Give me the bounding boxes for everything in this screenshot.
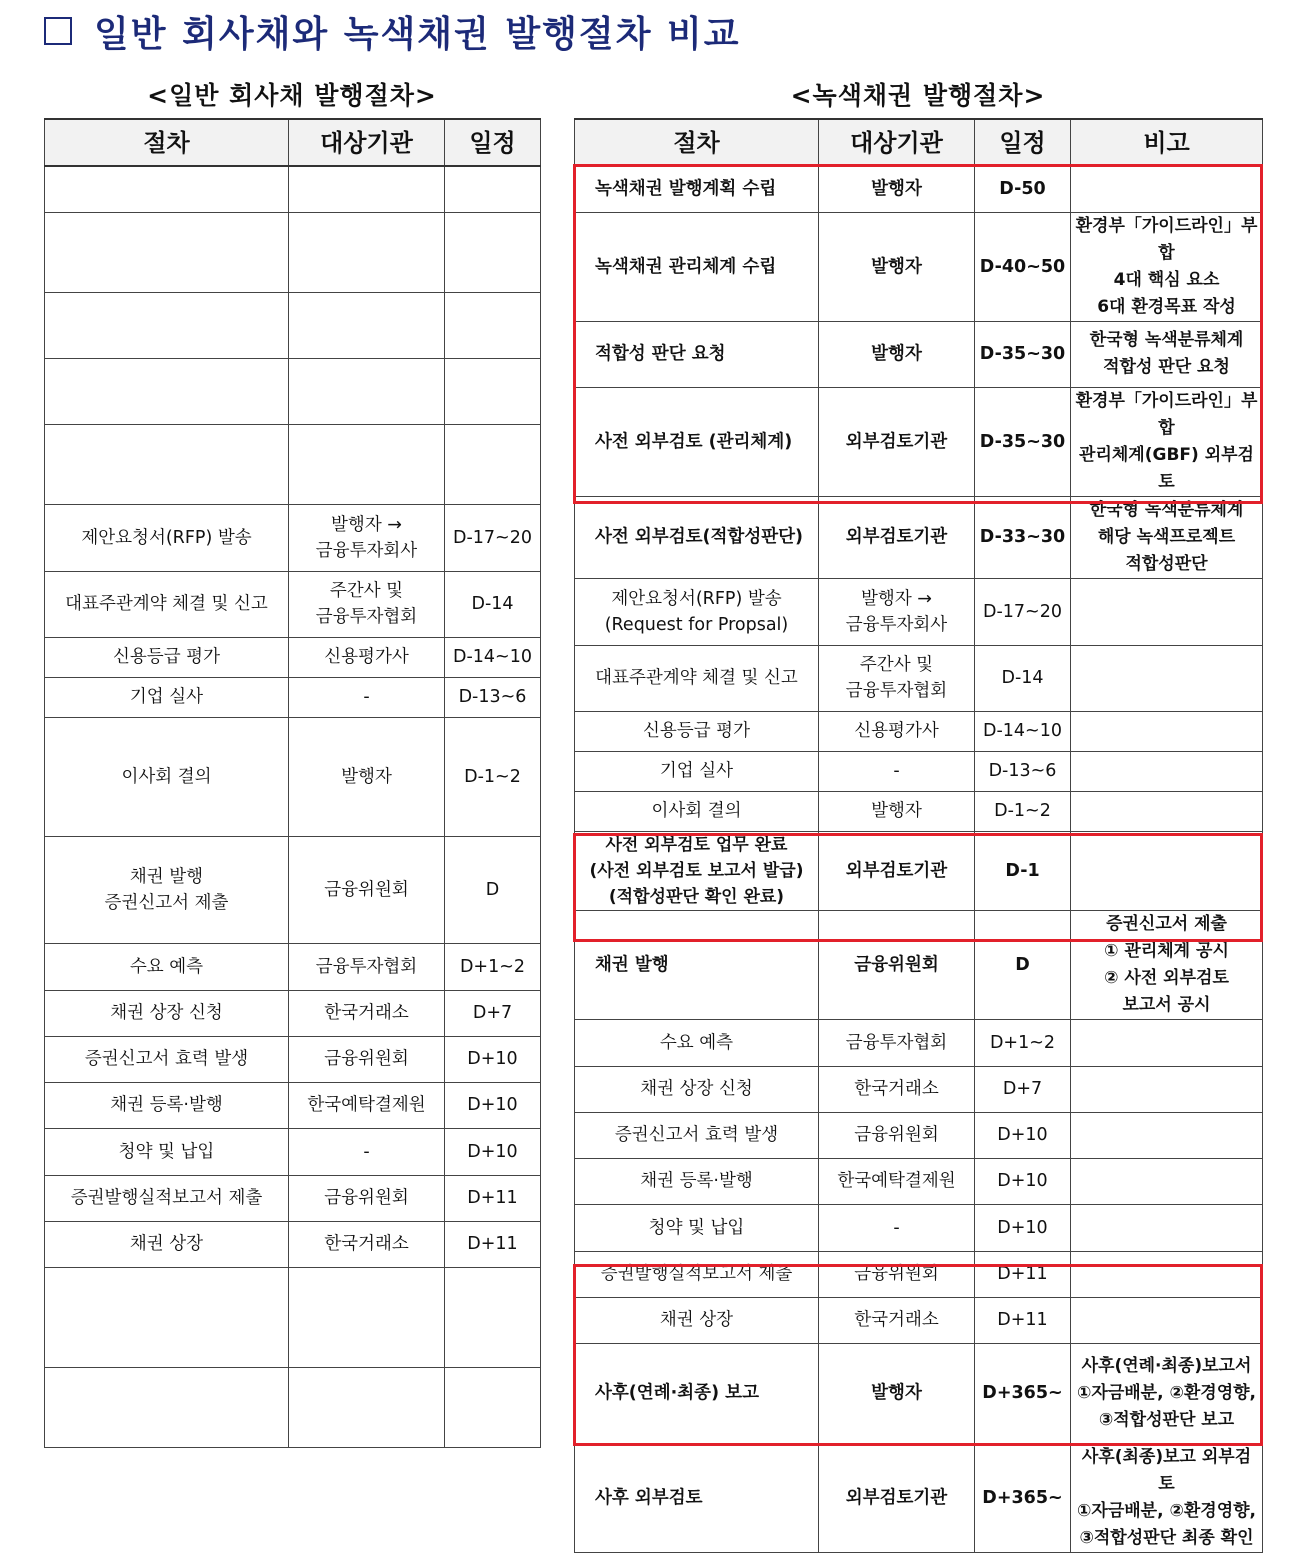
step-cell: 수요 예측: [575, 1019, 819, 1066]
table-row: [575, 1158, 1263, 1204]
table-row: [45, 943, 541, 990]
table-row: [575, 910, 1263, 1019]
org-cell: 금융위원회: [289, 836, 445, 943]
page-title: 일반 회사채와 녹색채권 발행절차 비교: [94, 13, 741, 55]
org-cell: 발행자 → 금융투자회사: [819, 578, 975, 645]
step-cell: 신용등급 평가: [575, 711, 819, 751]
step-cell: 대표주관계약 체결 및 신고: [575, 645, 819, 711]
note-cell: [1071, 791, 1263, 831]
table-row: [45, 424, 541, 504]
org-cell: 한국예탁결제원: [289, 1082, 445, 1128]
note-cell: [1071, 751, 1263, 791]
step-cell: 채권 상장: [45, 1221, 289, 1267]
step-cell: 수요 예측: [45, 943, 289, 990]
org-cell: 외부검토기관: [819, 1443, 975, 1552]
step-cell: 제안요청서(RFP) 발송 (Request for Propsal): [575, 578, 819, 645]
schedule-cell: D+11: [445, 1175, 541, 1221]
schedule-cell: D: [975, 910, 1071, 1019]
schedule-cell: D-14~10: [975, 711, 1071, 751]
note-cell: 사후(연례·최종)보고서 ①자금배분, ②환경영향, ③적합성판단 보고: [1071, 1343, 1263, 1443]
schedule-cell: D+7: [975, 1066, 1071, 1112]
note-cell: [1071, 1297, 1263, 1343]
step-cell: [45, 1267, 289, 1367]
org-cell: 발행자: [819, 1343, 975, 1443]
org-cell: [289, 212, 445, 292]
step-cell: 사전 외부검토 업무 완료 (사전 외부검토 보고서 발급) (적합성판단 확인 완료): [575, 831, 819, 910]
schedule-cell: D+10: [445, 1036, 541, 1082]
org-cell: 외부검토기관: [819, 831, 975, 910]
note-cell: [1071, 1066, 1263, 1112]
schedule-cell: D+11: [445, 1221, 541, 1267]
step-cell: 증권신고서 효력 발생: [45, 1036, 289, 1082]
org-cell: -: [819, 1204, 975, 1251]
step-cell: 기업 실사: [575, 751, 819, 791]
schedule-cell: D+10: [975, 1204, 1071, 1251]
schedule-cell: D-14: [445, 571, 541, 637]
schedule-cell: [445, 1267, 541, 1367]
table-row: [575, 1066, 1263, 1112]
table-row: [45, 166, 541, 212]
note-cell: 환경부「가이드라인」부합 관리체계(GBF) 외부검토: [1071, 387, 1263, 496]
schedule-cell: D+365~: [975, 1343, 1071, 1443]
step-cell: 사전 외부검토(적합성판단): [575, 496, 819, 578]
org-cell: 외부검토기관: [819, 496, 975, 578]
header-schedule: 일정: [975, 119, 1071, 166]
org-cell: 금융위원회: [819, 1112, 975, 1158]
org-cell: 발행자: [289, 717, 445, 836]
step-cell: [45, 1367, 289, 1447]
schedule-cell: D-1~2: [445, 717, 541, 836]
step-cell: 증권발행실적보고서 제출: [45, 1175, 289, 1221]
step-cell: 채권 등록·발행: [575, 1158, 819, 1204]
note-cell: 한국형 녹색분류체계 해당 녹색프로젝트 적합성판단: [1071, 496, 1263, 578]
step-cell: 기업 실사: [45, 677, 289, 717]
org-cell: 신용평가사: [819, 711, 975, 751]
org-cell: 금융위원회: [289, 1036, 445, 1082]
step-cell: 사전 외부검토 (관리체계): [575, 387, 819, 496]
schedule-cell: D-33~30: [975, 496, 1071, 578]
note-cell: [1071, 1204, 1263, 1251]
header-step: 절차: [45, 119, 289, 166]
schedule-cell: D+10: [445, 1082, 541, 1128]
org-cell: 발행자: [819, 166, 975, 212]
org-cell: 한국거래소: [819, 1297, 975, 1343]
org-cell: [289, 1267, 445, 1367]
step-cell: 사후 외부검토: [575, 1443, 819, 1552]
table-row: [45, 717, 541, 836]
note-cell: 환경부「가이드라인」부합 4대 핵심 요소 6대 환경목표 작성: [1071, 212, 1263, 321]
table-row: [575, 1251, 1263, 1297]
org-cell: 발행자: [819, 791, 975, 831]
schedule-cell: D-35~30: [975, 321, 1071, 387]
schedule-cell: D+10: [445, 1128, 541, 1175]
page-title-block: [44, 8, 741, 54]
schedule-cell: D-1: [975, 831, 1071, 910]
org-cell: 금융위원회: [819, 1251, 975, 1297]
table-row: [45, 504, 541, 571]
org-cell: [289, 424, 445, 504]
table-row: [45, 1367, 541, 1447]
table-row: [575, 387, 1263, 496]
step-cell: 채권 등록·발행: [45, 1082, 289, 1128]
org-cell: 주간사 및 금융투자협회: [819, 645, 975, 711]
org-cell: 한국거래소: [289, 1221, 445, 1267]
org-cell: 주간사 및 금융투자협회: [289, 571, 445, 637]
step-cell: 채권 발행 증권신고서 제출: [45, 836, 289, 943]
org-cell: 발행자 → 금융투자회사: [289, 504, 445, 571]
org-cell: 발행자: [819, 212, 975, 321]
note-cell: [1071, 645, 1263, 711]
schedule-cell: D+11: [975, 1297, 1071, 1343]
step-cell: 사후(연례·최종) 보고: [575, 1343, 819, 1443]
table-row: [575, 831, 1263, 910]
step-cell: [45, 292, 289, 358]
table-row: [45, 836, 541, 943]
schedule-cell: D-14~10: [445, 637, 541, 677]
step-cell: 적합성 판단 요청: [575, 321, 819, 387]
schedule-cell: [445, 358, 541, 424]
note-cell: 사후(최종)보고 외부검토 ①자금배분, ②환경영향, ③적합성판단 최종 확인: [1071, 1443, 1263, 1552]
checkbox-square-icon: [44, 17, 72, 45]
note-cell: 한국형 녹색분류체계 적합성 판단 요청: [1071, 321, 1263, 387]
green-bond-procedure-table: [574, 118, 1263, 1553]
table-row: [575, 1204, 1263, 1251]
step-cell: 제안요청서(RFP) 발송: [45, 504, 289, 571]
schedule-cell: D-35~30: [975, 387, 1071, 496]
schedule-cell: D+7: [445, 990, 541, 1036]
table-row: [45, 1082, 541, 1128]
org-cell: 금융위원회: [289, 1175, 445, 1221]
header-schedule: 일정: [445, 119, 541, 166]
header-org: 대상기관: [289, 119, 445, 166]
note-cell: [1071, 711, 1263, 751]
right-table-caption: <녹색채권 발행절차>: [790, 81, 1046, 110]
step-cell: 녹색채권 발행계획 수립: [575, 166, 819, 212]
schedule-cell: D-17~20: [445, 504, 541, 571]
schedule-cell: D+365~: [975, 1443, 1071, 1552]
schedule-cell: D-13~6: [975, 751, 1071, 791]
step-cell: 증권신고서 효력 발생: [575, 1112, 819, 1158]
org-cell: 한국거래소: [289, 990, 445, 1036]
org-cell: [289, 166, 445, 212]
table-row: [45, 677, 541, 717]
table-row: [45, 358, 541, 424]
table-row: [575, 1443, 1263, 1552]
step-cell: [45, 358, 289, 424]
schedule-cell: [445, 424, 541, 504]
schedule-cell: [445, 212, 541, 292]
table-row: [575, 791, 1263, 831]
schedule-cell: [445, 292, 541, 358]
note-cell: [1071, 1251, 1263, 1297]
table-row: [575, 1019, 1263, 1066]
table-row: [45, 571, 541, 637]
schedule-cell: D+10: [975, 1158, 1071, 1204]
note-cell: 증권신고서 제출 ① 관리체계 공시 ② 사전 외부검토 보고서 공시: [1071, 910, 1263, 1019]
header-step: 절차: [575, 119, 819, 166]
org-cell: 금융투자협회: [289, 943, 445, 990]
table-header-row: [575, 119, 1263, 166]
org-cell: -: [289, 1128, 445, 1175]
step-cell: [45, 212, 289, 292]
schedule-cell: D-14: [975, 645, 1071, 711]
step-cell: 청약 및 납입: [575, 1204, 819, 1251]
table-row: [575, 212, 1263, 321]
table-row: [575, 645, 1263, 711]
table-row: [45, 990, 541, 1036]
table-row: [575, 711, 1263, 751]
note-cell: [1071, 831, 1263, 910]
header-note: 비고: [1071, 119, 1263, 166]
org-cell: [289, 1367, 445, 1447]
step-cell: 대표주관계약 체결 및 신고: [45, 571, 289, 637]
note-cell: [1071, 1112, 1263, 1158]
org-cell: 외부검토기관: [819, 387, 975, 496]
table-row: [575, 1343, 1263, 1443]
schedule-cell: D+1~2: [975, 1019, 1071, 1066]
schedule-cell: [445, 1367, 541, 1447]
table-row: [575, 166, 1263, 212]
schedule-cell: D-40~50: [975, 212, 1071, 321]
step-cell: 채권 상장: [575, 1297, 819, 1343]
step-cell: 신용등급 평가: [45, 637, 289, 677]
note-cell: [1071, 578, 1263, 645]
schedule-cell: D-50: [975, 166, 1071, 212]
note-cell: [1071, 1158, 1263, 1204]
table-row: [575, 496, 1263, 578]
left-table-caption: <일반 회사채 발행절차>: [147, 81, 437, 110]
step-cell: 채권 발행: [575, 910, 819, 1019]
step-cell: 녹색채권 관리체계 수립: [575, 212, 819, 321]
step-cell: 증권발행실적보고서 제출: [575, 1251, 819, 1297]
step-cell: [45, 424, 289, 504]
table-row: [45, 1036, 541, 1082]
note-cell: [1071, 166, 1263, 212]
table-row: [45, 212, 541, 292]
org-cell: 금융투자협회: [819, 1019, 975, 1066]
step-cell: 채권 상장 신청: [45, 990, 289, 1036]
table-row: [575, 1112, 1263, 1158]
table-header-row: [45, 119, 541, 166]
step-cell: 이사회 결의: [575, 791, 819, 831]
table-row: [575, 578, 1263, 645]
note-cell: [1071, 1019, 1263, 1066]
org-cell: -: [289, 677, 445, 717]
header-org: 대상기관: [819, 119, 975, 166]
table-row: [45, 1128, 541, 1175]
schedule-cell: D+11: [975, 1251, 1071, 1297]
schedule-cell: [445, 166, 541, 212]
schedule-cell: D-13~6: [445, 677, 541, 717]
table-row: [575, 751, 1263, 791]
org-cell: 한국예탁결제원: [819, 1158, 975, 1204]
org-cell: [289, 358, 445, 424]
schedule-cell: D: [445, 836, 541, 943]
table-row: [45, 1175, 541, 1221]
schedule-cell: D+1~2: [445, 943, 541, 990]
step-cell: 이사회 결의: [45, 717, 289, 836]
org-cell: 한국거래소: [819, 1066, 975, 1112]
org-cell: 신용평가사: [289, 637, 445, 677]
step-cell: [45, 166, 289, 212]
org-cell: 금융위원회: [819, 910, 975, 1019]
step-cell: 청약 및 납입: [45, 1128, 289, 1175]
table-row: [45, 292, 541, 358]
table-row: [575, 1297, 1263, 1343]
table-row: [45, 1221, 541, 1267]
step-cell: 채권 상장 신청: [575, 1066, 819, 1112]
schedule-cell: D+10: [975, 1112, 1071, 1158]
org-cell: 발행자: [819, 321, 975, 387]
table-row: [575, 321, 1263, 387]
org-cell: -: [819, 751, 975, 791]
schedule-cell: D-17~20: [975, 578, 1071, 645]
general-bond-procedure-table: [44, 118, 541, 1448]
table-row: [45, 1267, 541, 1367]
table-row: [45, 637, 541, 677]
org-cell: [289, 292, 445, 358]
schedule-cell: D-1~2: [975, 791, 1071, 831]
